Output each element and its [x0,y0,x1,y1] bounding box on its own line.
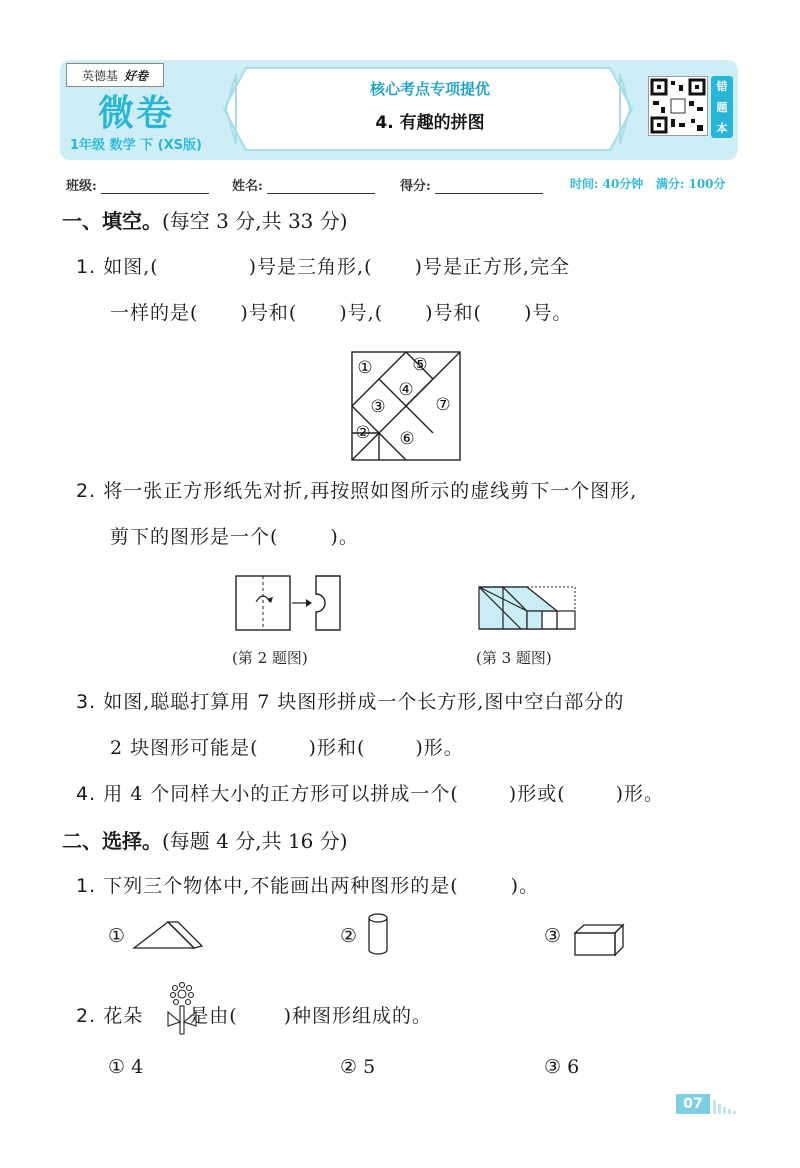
q-text: )号和( [425,302,482,324]
subtitle: 核心考点专项提优 [369,80,490,98]
piece-label: ① [357,358,373,378]
time-info [570,175,726,192]
page-number: 07 [676,1094,710,1114]
section1-scoring: (每空 3 分,共 33 分) [162,209,348,233]
s1-q3-line1 [76,687,624,714]
brand-logo [66,63,164,87]
piece-label: ② [355,423,371,443]
section2-title [62,825,348,854]
full-score: 满分: 100分 [655,177,726,191]
page-bars-icon [712,1096,740,1114]
section1-heading: 一、填空。 [62,209,162,233]
option-marker: ① [108,925,126,947]
triangular-prism-icon [132,918,204,952]
score-blank[interactable] [435,181,543,194]
s2-q1 [76,871,539,898]
s1-q3-line2 [110,733,464,760]
s1-q4 [76,779,664,806]
s2-q2-option-2[interactable]: ② 5 [340,1056,376,1078]
q-text: )。 [510,875,540,897]
series-title: 微卷 [98,93,175,134]
piece-label: ④ [398,380,414,400]
s2-q2-option-1[interactable]: ① 4 [108,1056,144,1078]
s2-q2 [76,1001,432,1028]
q-text: )号,( [339,302,384,324]
q-number: 1. [76,875,97,897]
s1-q2-line2 [110,522,359,549]
q-text: )种图形组成的。 [283,1005,433,1027]
piece-label: ⑤ [412,355,428,375]
score-label: 得分: [400,179,431,194]
page-title: 4. 有趣的拼图 [375,113,485,133]
q-text: 将一张正方形纸先对折,再按照如图所示的虚线剪下一个图形, [103,480,638,502]
q-text: 如图,( [103,256,159,278]
s2-q1-option-1[interactable] [108,925,125,947]
q3-caption: (第 3 题图) [476,649,552,667]
name-field [232,175,375,194]
tag-char: 题 [716,100,728,114]
q-text: )号是三角形,( [248,256,373,278]
score-field [400,175,543,194]
q-text: )号和( [240,302,298,324]
qr-code-icon [649,77,707,135]
s2-q2-option-3[interactable]: ③ 6 [544,1056,580,1078]
q-text: 花朵 [103,1005,144,1027]
time-limit: 时间: 40分钟 [570,177,644,191]
s1-q2-line1 [76,476,637,503]
q-text: 2 块图形可能是( [110,737,259,759]
class-field [66,175,209,194]
option-marker: ③ [544,925,562,947]
brand-mark: 好卷 [124,68,149,83]
q2-caption: (第 2 题图) [232,649,308,667]
q-text: 剪下的图形是一个( [110,526,279,548]
flower-icon [162,982,202,1038]
tangram-figure [350,350,462,462]
grade-label: 1年级 数学 下 (XS版) [70,138,202,153]
q-text: )形。 [415,737,464,759]
cylinder-icon [366,912,390,958]
q-text: )。 [330,526,359,548]
qr-code[interactable] [648,76,708,136]
q-text: )号。 [523,302,573,324]
option-marker: ② [340,925,358,947]
class-label: 班级: [66,179,97,194]
error-book-tag [711,76,733,138]
s1-q1-line2 [110,298,572,325]
section2-scoring: (每题 4 分,共 16 分) [162,829,348,853]
q-number: 1. [76,256,97,278]
q-text: )号是正方形,完全 [414,256,570,278]
q-text: 下列三个物体中,不能画出两种图形的是( [103,875,459,897]
cuboid-icon [572,922,626,958]
s2-q1-option-3[interactable] [544,925,561,947]
piece-label: ③ [370,397,386,417]
q-text: 如图,聪聪打算用 7 块图形拼成一个长方形,图中空白部分的 [103,691,625,713]
name-label: 姓名: [232,179,263,194]
q-number: 4. [76,783,97,805]
fold-cut-figure [232,572,352,636]
q-text: )形和( [308,737,366,759]
class-blank[interactable] [101,181,209,194]
tag-char: 错 [716,80,728,94]
rectangle-puzzle-figure [476,584,580,634]
q-number: 2. [76,1005,97,1027]
q-number: 3. [76,691,97,713]
q-text: )形。 [615,783,665,805]
brand-name: 英德基 [81,68,118,83]
s2-q1-option-2[interactable] [340,925,357,947]
section2-heading: 二、选择。 [62,829,162,853]
q-text: 用 4 个同样大小的正方形可以拼成一个( [103,783,459,805]
q-number: 2. [76,480,97,502]
piece-label: ⑥ [399,429,415,449]
name-blank[interactable] [267,181,375,194]
q-text: )形或( [508,783,566,805]
section1-title [62,205,348,234]
q-text: 一样的是( [110,302,199,324]
s1-q1-line1 [76,252,570,279]
piece-label: ⑦ [435,395,451,415]
q-text: 是由( [189,1005,238,1027]
tag-char: 本 [716,121,728,135]
